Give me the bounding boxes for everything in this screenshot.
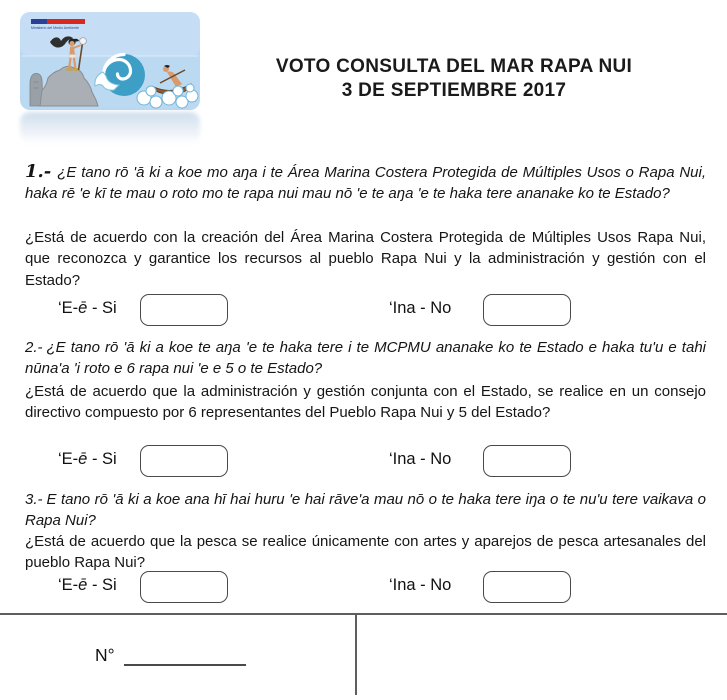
question-1-number: 1.- <box>25 161 52 182</box>
question-1-rapanui <box>25 161 706 205</box>
q1-yes-checkbox[interactable] <box>140 294 228 326</box>
ballot-number <box>95 645 246 666</box>
question-2-rapanui <box>25 337 706 380</box>
q2-yes-checkbox[interactable] <box>140 445 228 477</box>
chile-flag-icon <box>31 19 85 24</box>
question-1-spanish <box>25 227 706 291</box>
footer-divider-vertical <box>355 615 357 695</box>
logo-card <box>20 12 200 110</box>
title-line-1: VOTO CONSULTA DEL MAR RAPA NUI <box>275 56 633 77</box>
question-1-answer-row <box>25 294 706 328</box>
question-3-spanish <box>25 531 706 574</box>
q3-yes-checkbox[interactable] <box>140 571 228 603</box>
title-line-2: 3 DE SEPTIEMBRE 2017 <box>341 80 567 101</box>
question-2-spanish <box>25 381 706 424</box>
question-2-spanish-text: ¿Está de acuerdo que la administración y gestión conjunta con el Estado, se realice en un consejo directivo compuesto por 6 representantes del Pueblo Rapa Nui y 5 del Estado? <box>25 383 706 422</box>
ballot-number-label: N° <box>95 645 115 665</box>
q1-no-label: ‘Ina - No <box>389 299 452 317</box>
q3-yes-label: ‘E-ē - Si <box>58 576 117 594</box>
question-1-spanish-text: ¿Está de acuerdo con la creación del Área Marina Costera Protegida de Múltiples Usos Rapa Nui, que reconozca y garantice los recursos al pueblo Rapa Nui y la administración y gestión con el Estado? <box>25 229 706 289</box>
question-3-spanish-text: ¿Está de acuerdo que la pesca se realice únicamente con artes y aparejos de pesca artesanales del pueblo Rapa Nui? <box>25 533 706 572</box>
ballot-number-line[interactable] <box>124 646 246 666</box>
logo-reflection <box>20 112 200 144</box>
question-2-answer-row <box>25 445 706 479</box>
question-3-number: 3.- <box>25 491 43 508</box>
q3-no-checkbox[interactable] <box>483 571 571 603</box>
question-1-rapanui-text: ¿E tano rō 'ā ki a koe mo aŋa i te Área Marina Costera Protegida de Múltiples Usos o Rapa Nui, haka rē 'e kī te mau o roto mo te rapa nui mau nō 'e te aŋa 'e te haka tere ananake ko te Estado? <box>25 164 706 203</box>
q3-no-label: ‘Ina - No <box>389 576 452 594</box>
question-3-answer-row <box>25 571 706 605</box>
question-3-rapanui <box>25 489 706 532</box>
question-2-rapanui-text: ¿E tano rō 'ā ki a koe te aŋa 'e te haka tere i te MCPMU ananake ko te Estado e haka tu'u e tahi nūna'a 'i roto e 6 rapa nui 'e e 5 o te Estado? <box>25 339 706 378</box>
q1-yes-label: ‘E-ē - Si <box>58 299 117 317</box>
question-2-number: 2.- <box>25 339 43 356</box>
ministry-logo-text: Ministerio del Medio Ambiente <box>31 26 79 30</box>
question-3-rapanui-text: E tano rō 'ā ki a koe ana hī hai huru 'e hai rāve'a mau nō o te haka tere iŋa o te nu'u tere vaikava o Rapa Nui? <box>25 491 706 530</box>
q2-no-checkbox[interactable] <box>483 445 571 477</box>
footer-divider-horizontal <box>0 613 727 615</box>
logo-card-svg <box>20 12 200 110</box>
q2-yes-label: ‘E-ē - Si <box>58 450 117 468</box>
q1-no-checkbox[interactable] <box>483 294 571 326</box>
ballot-title <box>214 55 694 103</box>
q2-no-label: ‘Ina - No <box>389 450 452 468</box>
ministry-logo <box>20 12 200 144</box>
